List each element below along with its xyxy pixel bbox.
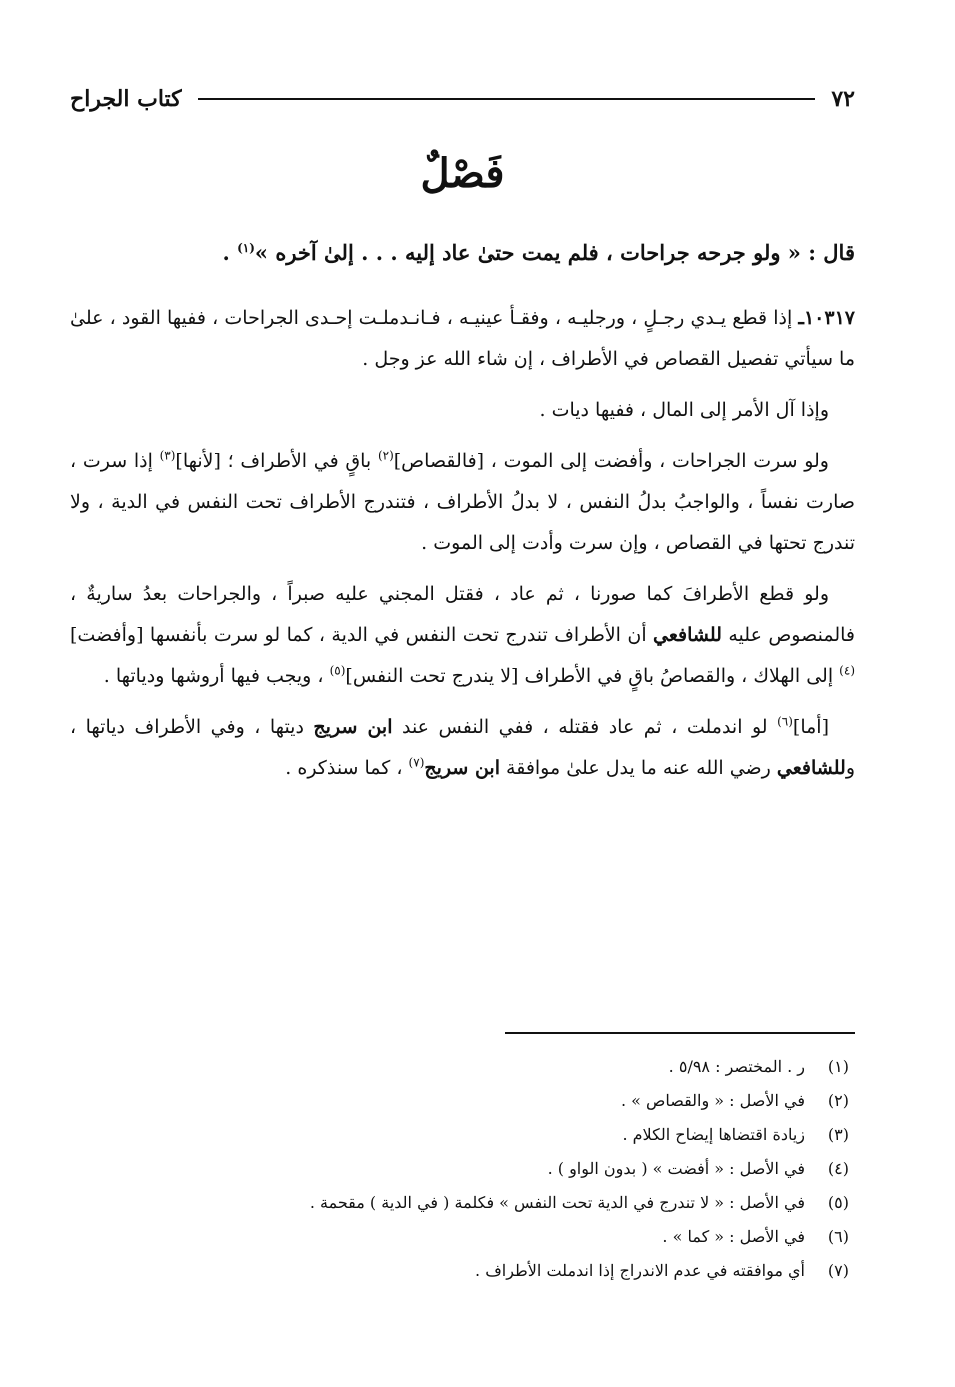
header-rule — [198, 98, 816, 100]
footnote-ref[interactable]: (٧) — [408, 755, 425, 770]
book-page — [70, 70, 855, 1330]
footnote-item — [70, 1152, 855, 1186]
footnote-ref[interactable]: (٤) — [839, 663, 855, 678]
page-number: ٧٢ — [831, 86, 855, 112]
footnote-number: (٣) — [827, 1125, 849, 1144]
footnote-item — [70, 1118, 855, 1152]
footnote-number: (٢) — [827, 1091, 849, 1110]
quote-tail: . — [222, 240, 238, 265]
quote-text: قال : « ولو جرحه جراحات ، فلم يمت حتىٰ عاد إليه . . . إلىٰ آخره » — [254, 240, 855, 265]
footnote-text: ر . المختصر : ٥/٩٨ . — [668, 1057, 805, 1076]
paragraph-text: ولو سرت الجراحات ، وأفضت إلى الموت ، [فالقصاص] — [393, 450, 829, 472]
paragraph-text: إلى الهلاك ، والقصاصُ باقٍ في الأطراف [لا يندرج تحت النفس] — [345, 665, 840, 687]
paragraph-4 — [70, 574, 855, 697]
paragraph-5 — [70, 707, 855, 789]
person-name: ابن سريج — [313, 716, 393, 738]
footnote-item — [70, 1186, 855, 1220]
footnote-ref[interactable]: (٦) — [777, 714, 793, 729]
quote-line — [70, 236, 855, 270]
paragraph-text: رضي الله عنه ما يدل علىٰ موافقة — [499, 757, 777, 779]
running-header — [70, 82, 855, 116]
paragraph-text: لو اندملت ، ثم عاد فقتله ، ففي النفس عند — [392, 716, 778, 738]
footnote-text: في الأصل : « والقصاص » . — [620, 1091, 805, 1110]
footnote-item — [70, 1050, 855, 1084]
footnote-number: (٧) — [827, 1261, 849, 1280]
person-name: للشافعي — [776, 757, 846, 779]
footnote-number: (٤) — [827, 1159, 849, 1178]
footnote-text: في الأصل : « كما » . — [662, 1227, 805, 1246]
paragraph-3 — [70, 441, 855, 564]
footnote-number: (٦) — [827, 1227, 849, 1246]
paragraph-text: [أما] — [792, 716, 829, 738]
footnote-text: في الأصل : « لا تندرج في الدية تحت النفس » فكلمة ( في الدية ) مقحمة . — [309, 1193, 805, 1212]
footnote-item — [70, 1220, 855, 1254]
section-heading-text: فَصْلٌ — [420, 150, 505, 197]
footnote-text: زيادة اقتضاها إيضاح الكلام . — [622, 1125, 805, 1144]
person-name: ابن سريج — [424, 757, 500, 779]
footnote-text: في الأصل : « أفضت » ( بدون الواو ) . — [547, 1159, 805, 1178]
footnote-item — [70, 1084, 855, 1118]
paragraph-2 — [70, 390, 855, 431]
paragraph-text: ، ويجب فيها أروشها ودياتها . — [103, 665, 330, 687]
footnote-item — [70, 1254, 855, 1288]
paragraph-text: ديتها ، وفي الأطراف دياتها ، و — [70, 716, 855, 779]
footnote-ref[interactable]: (٢) — [377, 448, 394, 463]
person-name: للشافعي — [653, 624, 722, 646]
paragraph-text: إذا قطع يـدي رجـلٍ ، ورجليـه ، وفقـأ عينيـه ، فـانـدملـت إحـدى الجراحات ، ففيها القود ، علىٰ ما سيأتي تفصيل القصاص في الأطراف ، إن شاء الله عز وجل . — [70, 307, 855, 370]
footnote-ref[interactable]: (١) — [237, 241, 255, 255]
footnote-ref[interactable]: (٥) — [329, 663, 346, 678]
paragraph-text: باقٍ في الأطراف ؛ [لأنها] — [175, 450, 378, 472]
footnote-number: (٥) — [827, 1193, 849, 1212]
footnote-text: أي موافقته في عدم الاندراج إذا اندملت الأطراف . — [475, 1261, 805, 1280]
footnote-separator — [505, 1032, 855, 1034]
paragraph-1 — [70, 298, 855, 380]
footnote-number: (١) — [827, 1057, 849, 1076]
footnotes-list — [70, 1050, 855, 1288]
paragraph-text: ، كما سنذكره . — [285, 757, 409, 779]
section-heading — [70, 152, 855, 196]
issue-number: ١٠٣١٧ـ — [798, 307, 855, 329]
paragraph-text: أن الأطراف تندرج تحت النفس في الدية ، كما لو سرت بأنفسها [وأفضت] — [70, 624, 654, 646]
book-title: كتاب الجراح — [70, 86, 182, 112]
paragraph-text: وإذا آل الأمر إلى المال ، ففيها ديات . — [539, 399, 829, 421]
body-text — [70, 298, 855, 799]
paragraph-text: إذا سرت ، صارت نفساً ، والواجبُ بدلُ النفس ، لا بدلُ الأطراف ، فتندرج الأطراف تحت النفس في الدية ، ولا تندرج تحتها في القصاص ، وإن سرت وأدت إلى الموت . — [70, 450, 855, 554]
footnote-ref[interactable]: (٣) — [159, 448, 176, 463]
paragraph-text: ولو قطع الأطرافَ كما صورنا ، ثم عاد ، فقتل المجني عليه صبراً ، والجراحات بعدُ ساريةٌ ، فالمنصوص عليه — [70, 583, 855, 646]
